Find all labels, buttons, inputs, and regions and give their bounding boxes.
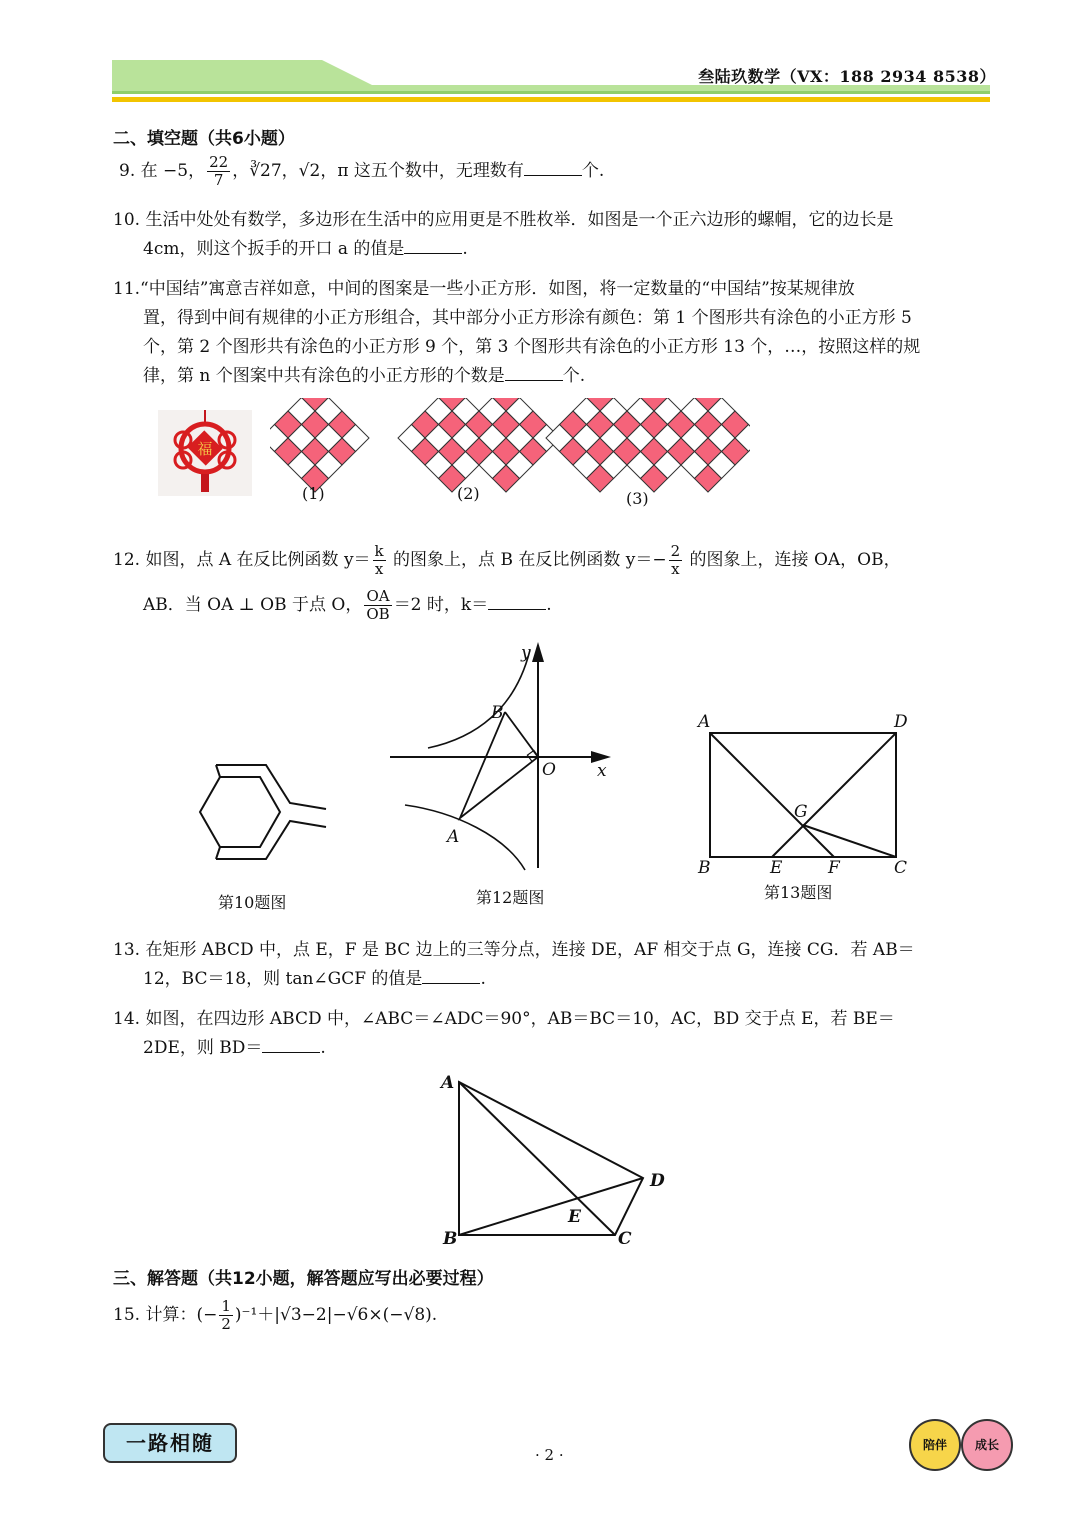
- question-14: 14. 如图，在四边形 ABCD 中，∠ABC＝∠ADC＝90°，AB＝BC＝10，AC，BD 交于点 E，若 BE＝ 2DE，则 BD＝ .: [113, 1009, 895, 1058]
- question-12: 12. 如图，点 A 在反比例函数 y＝ $\frac{k}{x}$ 的图象上，点 B 在反比例函数 y＝− $\frac{2}{x}$ 的图象上，连接 OA，OB，: [113, 542, 901, 578]
- chinese-knot-photo: [158, 410, 252, 496]
- knot-character: 福: [197, 440, 213, 458]
- question-9: 9. 在 −5， $\frac{22}{7}$ ，∛27，√2，π 这五个数中，无理数有 个.: [119, 153, 605, 189]
- answer-blank: [262, 1038, 320, 1053]
- figure-label-2: (2): [457, 484, 480, 503]
- figure-label-3: (3): [626, 489, 649, 508]
- section-title-fill-blank: 二、填空题（共6小题）: [113, 129, 295, 149]
- point-b-label: B: [491, 703, 504, 723]
- figure-12-coordinate: [385, 640, 615, 875]
- point-b-label: B: [443, 1229, 458, 1248]
- point-a-label: A: [441, 1073, 455, 1093]
- axis-y-label: y: [521, 643, 531, 663]
- section-title-solutions: 三、解答题（共12小题，解答题应写出必要过程）: [113, 1269, 494, 1289]
- point-c-label: C: [618, 1229, 632, 1248]
- point-b-label: B: [698, 858, 711, 878]
- point-d-label: D: [650, 1171, 665, 1191]
- question-13: 13. 在矩形 ABCD 中，点 E，F 是 BC 边上的三等分点，连接 DE，AF 相交于点 G，连接 CG．若 AB＝ 12，BC＝18，则 tan∠GCF 的值是 .: [113, 940, 915, 989]
- figure-label-1: (1): [302, 484, 325, 503]
- point-a-label: A: [698, 712, 711, 732]
- figure-10-caption: 第10题图: [218, 893, 287, 912]
- question-10: 10. 生活中处处有数学，多边形在生活中的应用更是不胜枚举．如图是一个正六边形的螺帽，它的边长是 4cm，则这个扳手的开口 a 的值是 .: [113, 210, 894, 259]
- point-e-label: E: [770, 858, 783, 878]
- point-e-label: E: [568, 1207, 581, 1227]
- point-a-label: A: [447, 827, 460, 847]
- answer-blank: [524, 161, 582, 176]
- knot-pattern-figures: [270, 398, 750, 518]
- point-f-label: F: [828, 858, 840, 878]
- page-number: · 2 ·: [535, 1446, 564, 1464]
- figure-13-caption: 第13题图: [764, 883, 833, 902]
- header-title: 叁陆玖数学（VX：188 2934 8538）: [698, 67, 996, 86]
- figure-14-quadrilateral: [435, 1068, 675, 1248]
- point-d-label: D: [894, 712, 908, 732]
- question-15: 15. 计算：(− $\frac{1}{2}$ )⁻¹＋|√3−2|−√6×(−√8).: [113, 1297, 438, 1333]
- question-11: 11.“中国结”寓意吉祥如意，中间的图案是一些小正方形．如图，将一定数量的“中国结”按某规律放 置，得到中间有规律的小正方形组合，其中部分小正方形涂有颜色：第 1 个图形共有涂色的小正方形 5 个，第 2 个图形共有涂色的小正方形 9 个，第 3 个图形共有涂色的小正方形 13 个，…，按照这样的规 律，第 n 个图案中共有涂色的小正方形的个数是 个.: [113, 279, 921, 386]
- footer-motto: 一路相随: [103, 1423, 237, 1463]
- figure-10-wrench: [190, 755, 340, 860]
- origin-label: O: [542, 760, 556, 780]
- answer-blank: [404, 239, 462, 254]
- axis-x-label: x: [597, 761, 607, 781]
- figure-13-rectangle: [690, 705, 920, 885]
- badge-growth: 成长: [961, 1419, 1013, 1471]
- answer-blank: [505, 366, 563, 381]
- figure-12-caption: 第12题图: [476, 888, 545, 907]
- question-12-line2: AB．当 OA ⊥ OB 于点 O， $\frac{OA}{OB}$ ＝2 时，k＝ .: [143, 587, 552, 623]
- point-g-label: G: [794, 802, 808, 822]
- point-c-label: C: [894, 858, 908, 878]
- answer-blank: [488, 595, 546, 610]
- badge-accompany: 陪伴: [909, 1419, 961, 1471]
- answer-blank: [422, 969, 480, 984]
